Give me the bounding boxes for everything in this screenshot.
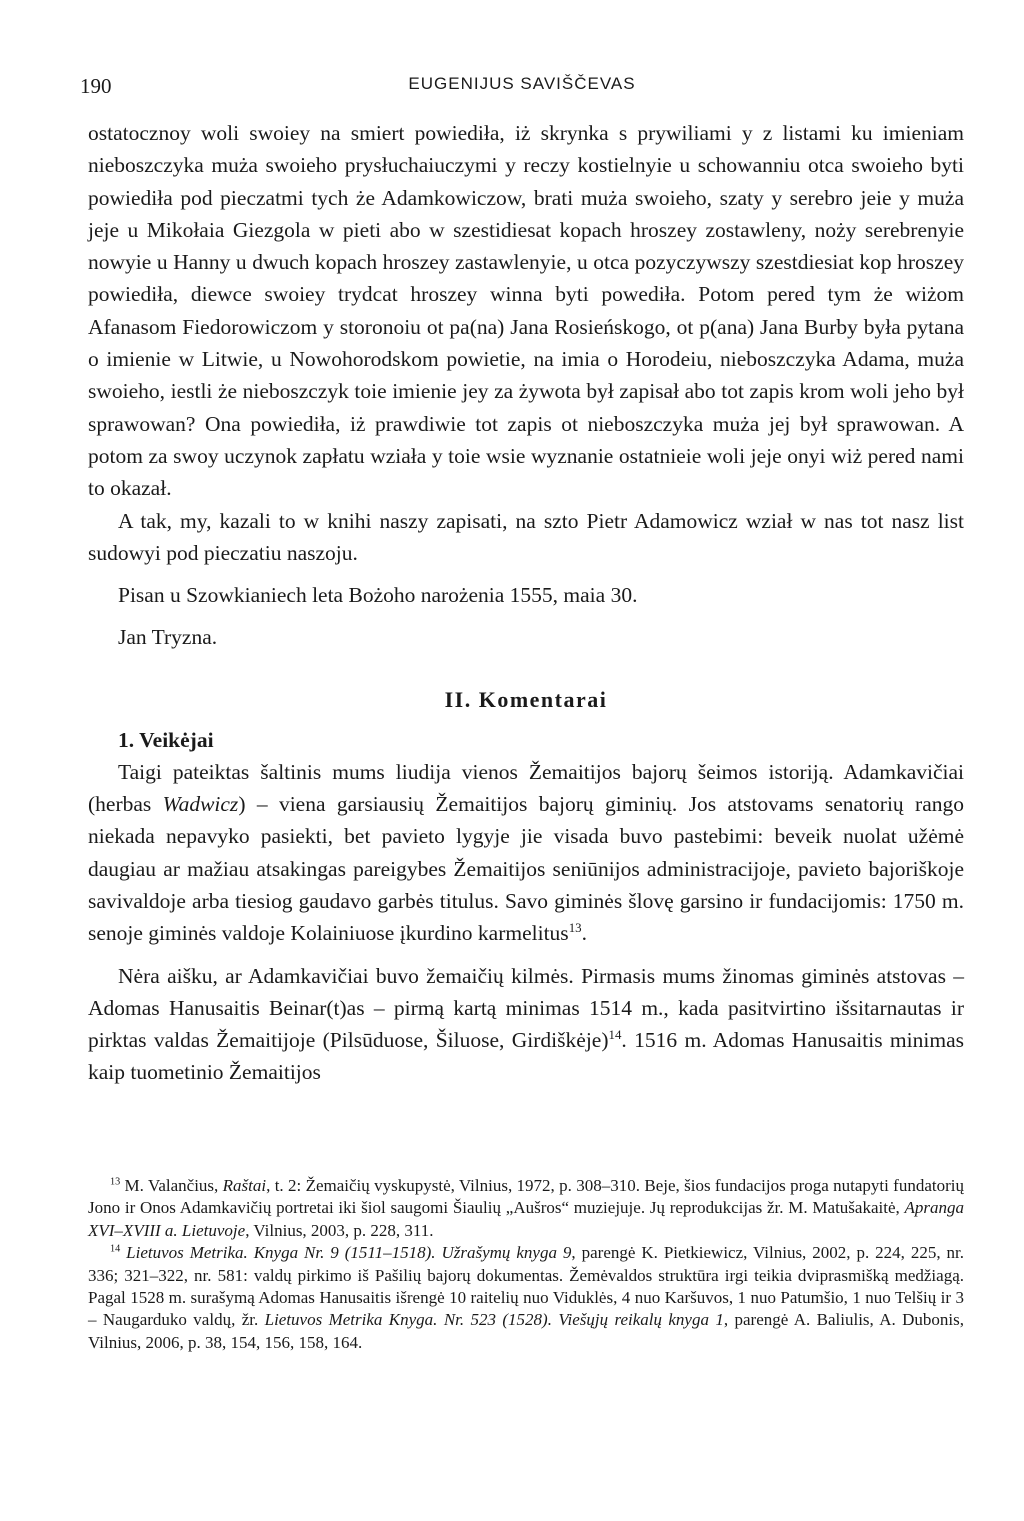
paragraph-source-signature: Jan Tryzna. <box>118 625 218 650</box>
text-run: . 1516 m. Adomas Hanusaitis minimas kaip tuometinio Žemaitijos <box>88 1028 964 1085</box>
running-head: EUGENIJUS SAVIŠČEVAS <box>408 74 636 93</box>
paragraph-source-date: Pisan u Szowkianiech leta Bożoho narożenia 1555, maia 30. <box>118 583 638 608</box>
text-run: , parengė A. Baliulis, A. Dubonis, Vilnius, 2006, p. 38, 154, 156, 158, 164. <box>88 1310 965 1352</box>
page-header <box>80 74 964 104</box>
page-number: 190 <box>80 74 112 98</box>
text-run: ) – viena garsiausių Žemaitijos bajorų giminių. Jos atstovams senatorių rango niekada nepavyko pasiekti, bet pavieto lygyje jie visada buvo pastebimi: beveik nuolat užėmė daugiau ar mažiau atsakingas pareigybes Žemaitijos seniūnijos administracijoje, pavieto bajoriškoje savivaldoje arba tiesiog gaudavo garbės titulus. Savo giminės šlovę garsino ir fundacijomis: 1750 m. senoje giminės valdoje Kolainiuose įkurdino karmelitus <box>88 792 964 946</box>
text-run: Taigi pateiktas šaltinis mums liudija vienos Žemaitijos bajorų šeimos istoriją. Adamkavičiai (herbas <box>88 759 964 817</box>
footnote-number: 14 <box>110 1243 121 1255</box>
text-run: , parengė K. Pietkiewicz, Vilnius, 2002, p. 224, 225, nr. 336; 321–322, nr. 581: valdų pirkimo iš Pašilių bajorų dokumentas. Žemėvaldos struktūra irgi teikia dviprasmišką medžiagą. Pagal 1528 m. surašymą Adomas Hanusaitis išrengė 10 raitelių nuo Viduklės, 4 nuo Karšuvos, 1 nuo Patumšio, 1 nuo Telšių ir 3 – Naugarduko valdų, žr. <box>88 1243 965 1330</box>
footnotes <box>88 1175 964 1354</box>
paragraph-commentary-2 <box>88 960 964 1089</box>
footnote-ref-13[interactable]: 13 <box>568 921 582 936</box>
text-run: , Vilnius, 2003, p. 228, 311. <box>245 1220 434 1240</box>
text-run: Nėra aišku, ar Adamkavičiai buvo žemaičių kilmės. Pirmasis mums žinomas giminės atstovas – Adomas Hanusaitis Beinar(t)as – pirmą kartą minimas 1514 m., kada pasitvirtino išsitarnautas ir pirktas valdas Žemaitijoje (Pilsūduose, Šiluose, Girdiškėje) <box>88 963 964 1053</box>
subsection-title: 1. Veikėjai <box>118 727 214 752</box>
italic-run: Raštai <box>222 1176 267 1195</box>
section-title: II. Komentarai <box>444 686 608 712</box>
italic-run: Lietuvos Metrika Knyga. Nr. 523 (1528). Viešųjų reikalų knyga 1 <box>264 1310 724 1330</box>
text-run: , t. 2: Žemaičių vyskupystė, Vilnius, 1972, p. 308–310. Beje, šios fundacijos proga nutapyti fundatorių Jono ir Onos Adamkavičių portretai iki šiol saugomi Šiaulių „Aušros“ muziejuje. Jų reprodukcijas žr. M. Matušakaitė, <box>88 1176 964 1218</box>
italic-run: Lietuvos Metrika. Knyga Nr. 9 (1511–1518). Užrašymų knyga 9 <box>126 1243 572 1263</box>
paragraph-source-closing: A tak, my, kazali to w knihi naszy zapisati, na szto Pietr Adamowicz wział w nas tot nasz list sudowyi pod pieczatiu naszoju. <box>88 508 964 565</box>
footnote-13 <box>88 1175 964 1242</box>
text-run: M. Valančius, <box>120 1176 223 1195</box>
footnote-ref-14[interactable]: 14 <box>608 1027 622 1042</box>
main-text <box>88 117 964 1089</box>
text-run: . <box>581 921 587 946</box>
paragraph-commentary-1 <box>88 756 964 950</box>
italic-run: Apranga XVI–XVIII a. Lietuvoje <box>88 1198 964 1240</box>
footnote-14 <box>88 1242 964 1354</box>
italic-run: Wadwicz <box>162 792 239 817</box>
paragraph-source-text: ostatocznoy woli swoiey na smiert powiediła, iż skrynka s prywiliami y z listami ku imieniam nieboszczyka muża swoieho prysłuchaiuczymi y reczy kostielnyie u schowanniu otca swoieho byti powiediła pod pieczatmi tych że Adamkowiczow, brati muża swoieho, szaty y serebro jeie y muża jeje u Mikołaia Giezgola w pieti abo w szestidiesat kopach hroszey zostawleny, noży serebrenyie nowyie u Hanny u dwuch kopach hroszey zastawlenyie, u otca pozyczywszy szestdiesiat kop hroszey powiediła, diewce swoiey trydcat hroszey winna byti powediła. Potom pered tym że wiżom Afanasom Fiedorowiczom y storonoiu ot pa(na) Jana Rosieńskogo, ot p(ana) Jana Burby była pytana o imienie w Litwie, u Nowohorodskom powietie, na imia o Horodeiu, nieboszczyka Adama, muża swoieho, iestli że nieboszczyk toie imienie jey za żywota był zapisał abo tot zapis krom woli jeho był sprawowan? Ona powiediła, iż prawdiwie tot zapis ot nieboszczyka muża jej był sprawowan. A potom za swoy uczynok zapłatu wziała y toie wsie wyznanie ostatnieie woli jeje onyi wiż pered nami to okazał. <box>88 121 964 501</box>
footnote-number: 13 <box>110 1176 121 1188</box>
